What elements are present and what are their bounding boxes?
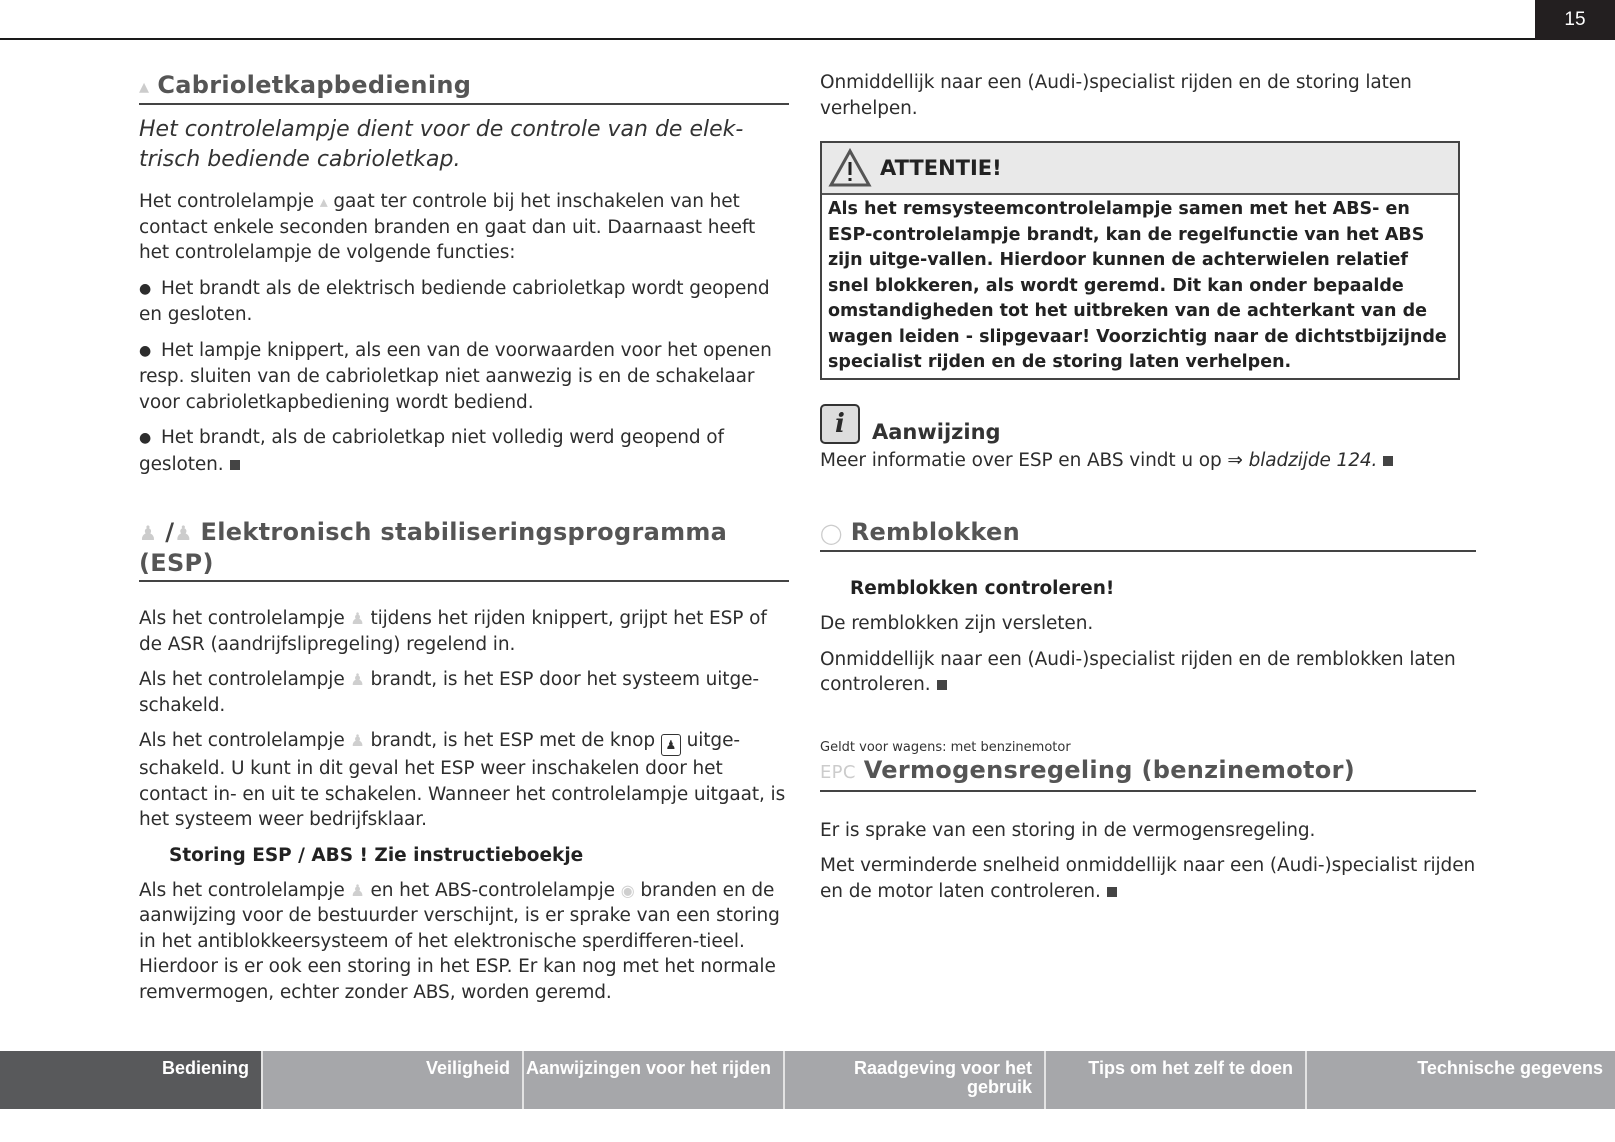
note-header [820,404,1476,444]
section-title-esp: ♟ /♟ Elektronisch stabiliseringsprogramma (ESP) [139,517,789,582]
warning-title: ATTENTIE! [880,156,1002,180]
applies-to-label: Geldt voor wagens: met benzinemotor [820,739,1071,755]
section-title-epc: EPC Vermogensregeling (benzinemotor) [820,755,1476,792]
bullet-item: ● Het lampje knippert, als een van de voorwaarden voor het openen resp. sluiten van de cabrioletkap niet aanwezig is en de schakelaar voor cabrioletkapbediening wordt bediend. [139,339,772,413]
paragraph: Onmiddellijk naar een (Audi-)specialist rijden en de storing laten verhelpen. [820,72,1412,119]
tab-technische-gegevens[interactable]: Technische gegevens [1305,1051,1615,1109]
esp-off-lamp-icon: ♟ [350,731,365,750]
paragraph: Als het controlelampje ♟ tijdens het rijden knippert, grijpt het ESP of de ASR (aandrijfslipregeling) regelend in. [139,608,767,655]
abs-lamp-icon: ◉ [620,880,635,900]
bullet-icon: ● [139,280,152,297]
esp-lamp-icon: ♟ [350,609,365,628]
tab-bediening[interactable]: Bediening [0,1051,261,1109]
end-mark-icon [230,460,240,470]
page-number: 15 [1535,0,1615,40]
note-text: Meer informatie over ESP en ABS vindt u op ⇒ bladzijde 124. [820,448,1476,474]
esp-button-icon: ♟ [661,734,681,756]
info-icon: i [820,404,860,444]
bullet-item: ● Het brandt, als de cabrioletkap niet volledig werd geopend of gesloten. [139,427,724,475]
paragraph: Als het controlelampje ♟ brandt, is het ESP door het systeem uitge-schakeld. [139,669,759,716]
epc-icon: EPC [820,761,856,783]
bullet-icon: ● [139,342,152,359]
paragraph: Als het controlelampje ♟ en het ABS-controlelampje ◉ branden en de aanwijzing voor de bestuurder verschijnt, is er sprake van een storing in het antiblokkeersysteem of het elektronische sperdifferen-tieel. Hierdoor is er ook een storing in het ESP. Er kan nog met het normale remvermogen, echter zonder ABS, worden geremd. [139,879,780,1003]
tab-raadgeving-gebruik[interactable]: Raadgeving voor het gebruik [783,1051,1044,1109]
right-column [820,70,1476,914]
bullet-icon: ● [139,430,152,446]
end-mark-icon [937,680,947,690]
chapter-tabs [0,1051,1615,1142]
esp-abs-fault-heading: Storing ESP / ABS ! Zie instructieboekje [169,844,584,866]
convertible-top-icon: ▴ [139,74,150,98]
warning-text: Als het remsysteemcontrolelampje samen met het ABS- en ESP-controlelampje brandt, kan de regelfunctie van het ABS zijn uitge-vallen. Hierdoor kunnen de achterwielen relatief snel blokkeren, als wordt geremd. Dit kan onder bepaalde omstandigheden tot het uitbreken van de achterkant van de wagen leiden - slipgevaar! Voorzichtig naar de dichtstbijzijnde specialist rijden en de storing laten verhelpen. [828,199,1447,372]
section-title-brakes: ◯ Remblokken [820,517,1476,552]
tab-aanwijzingen-rijden[interactable]: Aanwijzingen voor het rijden [522,1051,783,1109]
esp-lamp-icon: ♟ [350,670,365,689]
warning-triangle-icon [828,148,872,188]
end-mark-icon [1107,887,1117,897]
bullet-item: ● Het brandt als de elektrisch bediende cabrioletkap wordt geopend en gesloten. [139,277,770,325]
paragraph: Er is sprake van een storing in de vermogensregeling. [820,819,1316,841]
left-column [139,70,789,1015]
section-lead: Het controlelampje dient voor de controle van de elek-trisch bediende cabrioletkap. [139,117,744,172]
warning-box [820,141,1460,380]
esp-off-icon: ♟ [174,521,193,545]
paragraph: Als het controlelampje ♟ brandt, is het ESP met de knop ♟ uitge-schakeld. U kunt in dit geval het ESP weer inschakelen door het contact in- en uit te schakelen. Wanneer het controlelampje uitgaat, is het systeem weer bedrijfsklaar. [139,730,786,830]
paragraph: De remblokken zijn versleten. [820,613,1094,634]
page-reference-link[interactable]: bladzijde 124. [1248,449,1378,471]
note-title: Aanwijzing [872,419,1001,444]
brake-check-heading: Remblokken controleren! [850,578,1115,599]
tab-tips-zelf-doen[interactable]: Tips om het zelf te doen [1044,1051,1305,1109]
tab-veiligheid[interactable]: Veiligheid [261,1051,522,1109]
brake-pad-icon: ◯ [820,521,843,545]
section-title-cabrio: ▴ Cabrioletkapbediening [139,70,789,105]
convertible-top-icon: ▴ [319,192,328,211]
paragraph: Het controlelampje ▴ gaat ter controle bij het inschakelen van het contact enkele seconden branden en gaat dan uit. Daarnaast heeft het controlelampje de volgende functies: [139,191,756,263]
warning-header [822,143,1458,195]
paragraph: Met verminderde snelheid onmiddellijk naar een (Audi-)specialist rijden en de motor laten controleren. [820,855,1476,902]
end-mark-icon [1383,456,1393,466]
header-rule [0,38,1535,40]
paragraph: Onmiddellijk naar een (Audi-)specialist rijden en de remblokken laten controleren. [820,648,1456,695]
esp-skid-car-icon: ♟ [139,521,158,545]
esp-lamp-icon: ♟ [350,880,365,900]
